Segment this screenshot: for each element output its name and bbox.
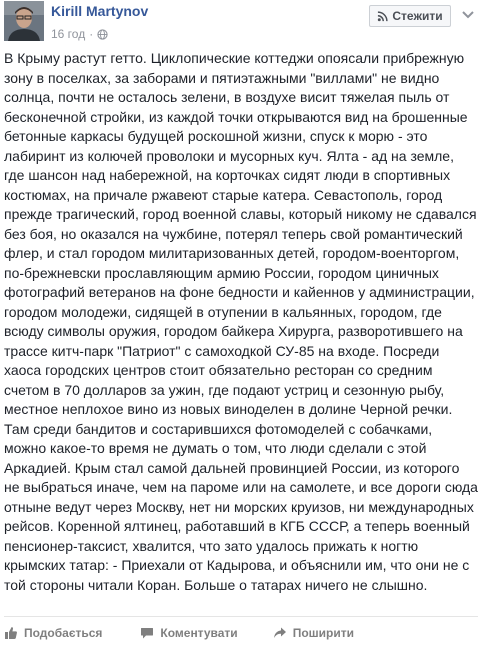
thumbs-up-icon: [4, 626, 18, 640]
follow-label: Стежити: [392, 9, 443, 23]
post-body-text: В Крыму растут гетто. Циклопические коттеджи опоясали прибрежную зону в поселках, за заборами и пятиэтажными "виллами" не видно солнца, почти не осталось зелени, в воздухе висит тяжелая пыль от бесконечной стройки, из каждой точки открываются вид на брошенные бетонные каркасы будущей роскошной жизни, спуск к морю - это лабиринт из колючей проволоки и мусорных куч. Ялта - ад на земле, где шансон над набережной, на корточках сидят люди в спортивных костюмах, на причале ржавеют старые катера. Севастополь, город прежде трагический, город военной славы, который никому не сдавался без боя, но оказался на чужбине, потерял теперь свой романтический флер, и стал городом милитаризованных детей, городом-военторгом, по-брежневски прославляющим армию России, городом циничных фотографий ветеранов на фоне бедности и кайеннов у администрации, городом молодежи, сидящей в отупении в кальянных, городом, где всюду символы оружия, городом байкера Хирурга, разворотившего на трассе китч-парк "Патриот" с самоходкой СУ-85 на входе. Посреди хаоса городских центров стоит обязательно ресторан со средним счетом в 70 долларов за ужин, где подают устриц и сезонную рыбу, местное неплохое вино из новых виноделен в долине Черной речки. Там среди бандитов и состарившихся фотомоделей с собачками, можно какое-то время не думать о том, что люди сделали с этой Аркадией. Крым стал самой дальней провинцией России, из которого не выбраться иначе, чем на пароме или на самолете, и все дороги сюда отныне ведут через Москву, нет ни морских круизов, ни международных рейсов. Коренной ялтинец, работавший в КГБ СССР, а теперь военный пенсионер-таксист, хвалится, что зато удалось прижать к ногтю крымских татар: - Приехали от Кадырова, и объяснили им, что они не с той стороны читали Коран. Больше о татарах ничего не слышно.: [4, 50, 478, 593]
like-label: Подобається: [24, 626, 103, 640]
post-actions-bar: [4, 621, 354, 645]
post-meta: [51, 27, 108, 41]
comment-icon: [140, 626, 154, 640]
avatar[interactable]: [4, 1, 44, 41]
comment-button[interactable]: [140, 626, 237, 640]
share-button[interactable]: [273, 626, 354, 640]
follow-feed-icon: [377, 11, 388, 22]
post-timestamp[interactable]: 16 год: [51, 27, 86, 41]
share-label: Поширити: [292, 626, 354, 640]
chevron-down-icon: [460, 6, 476, 22]
actions-divider: [4, 616, 478, 617]
like-button[interactable]: [4, 626, 102, 640]
post-menu-button[interactable]: [460, 6, 476, 22]
comment-label: Коментувати: [160, 626, 238, 640]
author-name[interactable]: Kirill Martynov: [51, 3, 149, 19]
avatar-photo: [4, 1, 44, 41]
share-icon: [273, 626, 287, 640]
globe-icon[interactable]: [97, 29, 108, 40]
follow-button[interactable]: [369, 5, 451, 27]
meta-separator: ·: [89, 27, 94, 41]
